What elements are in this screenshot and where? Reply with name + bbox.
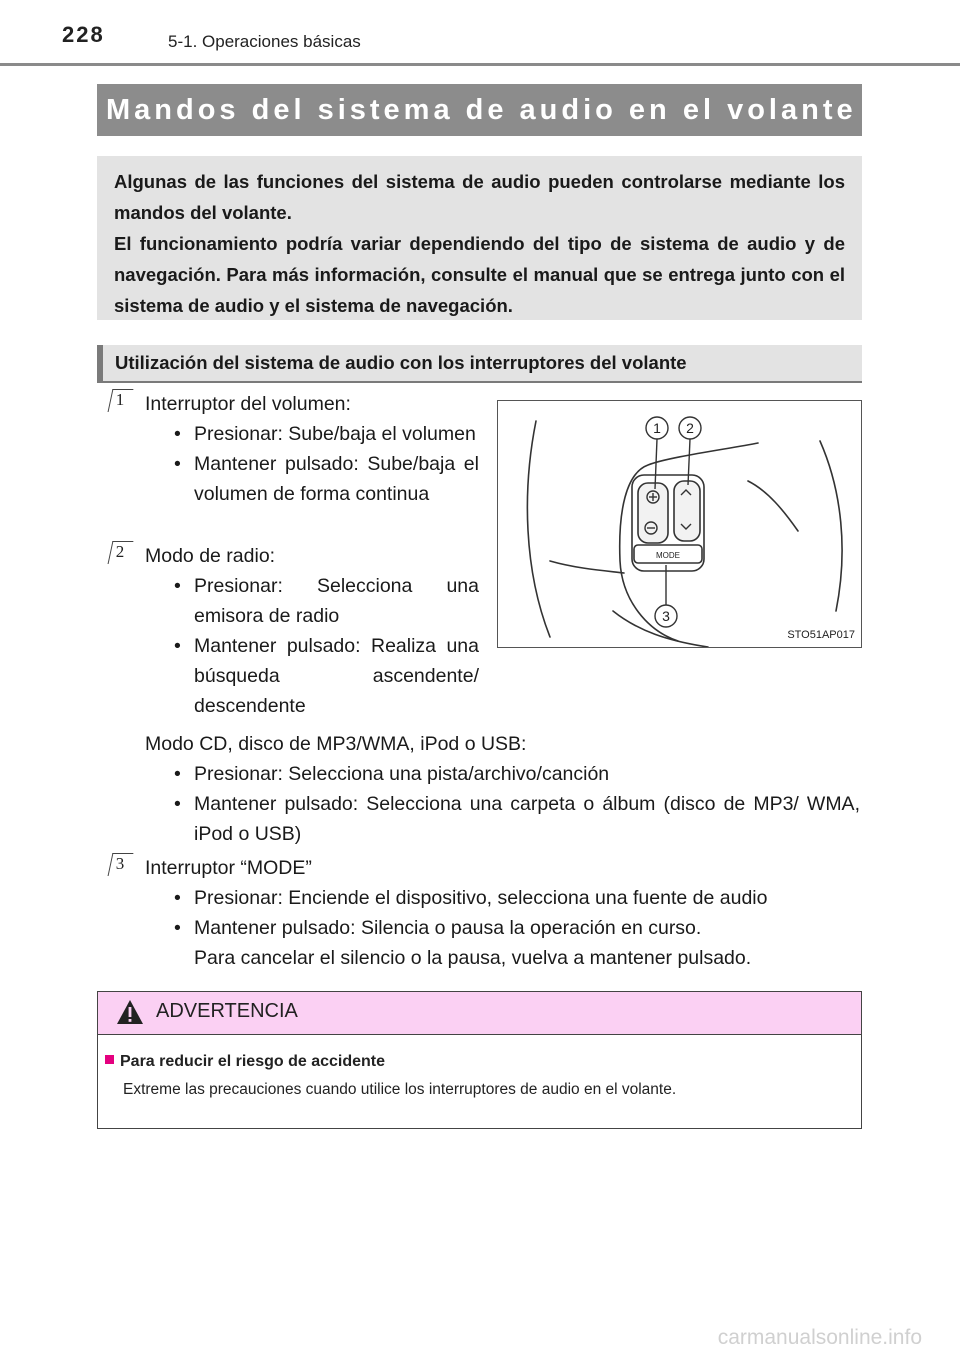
- bullet-item: • Presionar: Selecciona una pista/archivo/canción: [170, 759, 860, 789]
- item-title: Interruptor del volumen:: [145, 393, 351, 415]
- square-bullet-icon: [105, 1055, 114, 1064]
- callout-1: 1: [653, 420, 661, 436]
- item-mode-switch: [145, 853, 860, 973]
- bullet-item: • Mantener pulsado: Selecciona una carpeta o álbum (disco de MP3/ WMA, iPod o USB): [170, 789, 860, 849]
- bullet-item: • Presionar: Enciende el dispositivo, selecciona una fuente de audio: [170, 883, 860, 913]
- item-badge-1: 1: [110, 389, 130, 411]
- figure-code: STO51AP017: [787, 629, 855, 641]
- section-label: 5-1. Operaciones básicas: [168, 32, 361, 51]
- bullet-item: • Presionar: Sube/baja el volumen: [170, 419, 479, 449]
- bullet-item: • Mantener pulsado: Realiza una búsqueda ascendente/ descendente: [170, 631, 479, 721]
- warning-subtitle-text: Para reducir el riesgo de accidente: [120, 1053, 386, 1070]
- warning-text: Extreme las precauciones cuando utilice los interruptores de audio en el volante.: [123, 1081, 677, 1098]
- watermark: carmanualsonline.info: [717, 1326, 922, 1349]
- callout-2: 2: [686, 420, 694, 436]
- bullet-item: • Presionar: Selecciona una emisora de radio: [170, 571, 479, 631]
- bullet-item: [170, 913, 860, 973]
- bullet-list: [145, 883, 860, 973]
- item-title: Interruptor “MODE”: [145, 857, 312, 879]
- item-badge-3: 3: [110, 853, 130, 875]
- bullet-list: [145, 419, 479, 509]
- intro-box: [97, 156, 862, 320]
- intro-paragraph-2: El funcionamiento podría variar dependiendo del tipo de sistema de audio y de navegación. Para más información, consulte el manual que se entrega junto con el sistema de audio y el sistema de navegación.: [114, 233, 845, 316]
- item-volume: [145, 389, 479, 509]
- warning-header: [98, 992, 861, 1035]
- bullet-list: [145, 759, 860, 849]
- page-number: 228: [62, 22, 105, 47]
- page-title: Mandos del sistema de audio en el volante: [97, 84, 862, 136]
- warning-title: ADVERTENCIA: [156, 1000, 298, 1022]
- header-divider: [0, 63, 960, 66]
- intro-paragraph-1: Algunas de las funciones del sistema de audio pueden controlarse mediante los mandos del volante.: [114, 171, 845, 223]
- section-subheading: Utilización del sistema de audio con los interruptores del volante: [97, 345, 862, 383]
- bullet-continuation: Para cancelar el silencio o la pausa, vuelva a mantener pulsado.: [194, 947, 752, 969]
- callout-3: 3: [662, 608, 670, 624]
- item-badge-2: 2: [110, 541, 130, 563]
- item-title: Modo CD, disco de MP3/WMA, iPod o USB:: [145, 733, 527, 755]
- item-radio-mode: [145, 541, 479, 721]
- item-cd-mode: [145, 729, 860, 849]
- warning-subtitle: [105, 1053, 385, 1071]
- bullet-list: [145, 571, 479, 721]
- warning-triangle-icon: [116, 999, 144, 1025]
- steering-wheel-drawing: [498, 401, 861, 647]
- mode-button-label: MODE: [656, 551, 680, 560]
- bullet-item: • Mantener pulsado: Sube/baja el volumen de forma continua: [170, 449, 479, 509]
- bullet-text: Mantener pulsado: Silencia o pausa la operación en curso.: [194, 917, 702, 939]
- item-title: Modo de radio:: [145, 545, 276, 567]
- steering-switch-illustration: [497, 400, 862, 648]
- warning-box: [97, 991, 862, 1129]
